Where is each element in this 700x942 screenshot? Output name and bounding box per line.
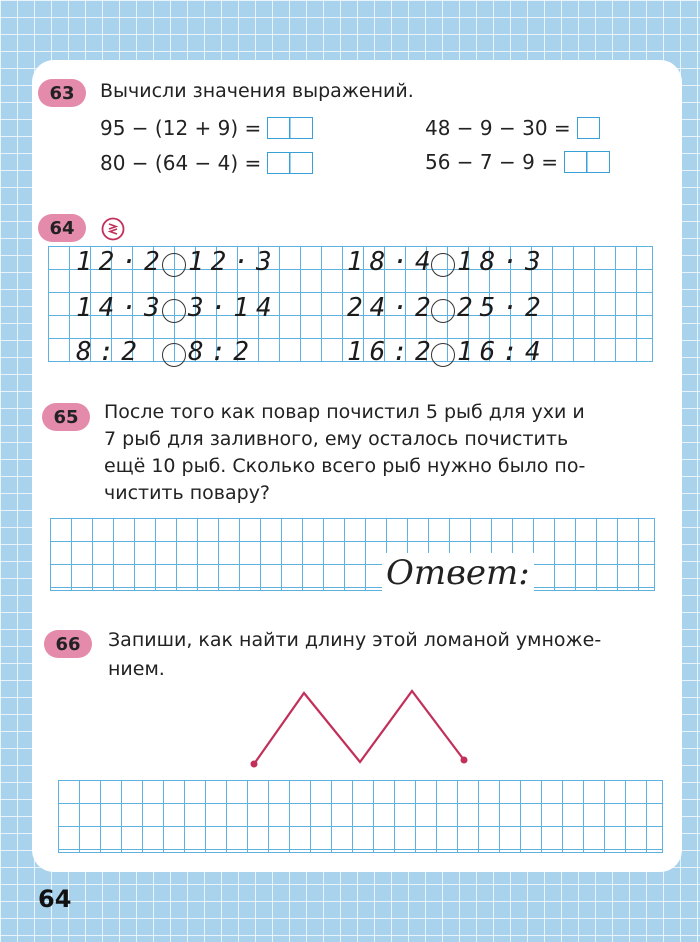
left-expression-b: 8:2	[188, 337, 256, 367]
exercise-63-instruction: Вычисли значения выражений.	[100, 80, 414, 102]
exercise-65-line-2: 7 рыб для заливного, ему осталось почистить	[104, 428, 569, 450]
answer-box[interactable]	[564, 151, 610, 173]
compare-icon	[101, 217, 125, 241]
right-expression-b: 25·2	[457, 293, 548, 323]
right-expression-a: 16:2	[347, 337, 438, 367]
right-expression-b: 16:4	[457, 337, 548, 367]
exercise-66-line-1: Запиши, как найти длину этой ломаной умноже-	[108, 629, 602, 651]
exercise-66-line-2: нием.	[108, 658, 165, 680]
left-expression-a: 14·3	[76, 293, 167, 323]
right-expression-a: 24·2	[347, 293, 438, 323]
expression-4	[425, 150, 610, 174]
exercise-66-badge: 66	[44, 630, 92, 658]
expression-3-text: 48 − 9 − 30 =	[425, 116, 571, 140]
right-expression-b: 18·3	[457, 247, 548, 277]
left-expression-b: 3·14	[188, 293, 279, 323]
polyline-figure	[240, 682, 480, 777]
answer-box[interactable]	[267, 117, 313, 139]
right-expression-a: 18·4	[347, 247, 438, 277]
exercise-64-badge: 64	[38, 214, 86, 242]
expression-1	[100, 116, 313, 140]
polyline-start-point	[251, 761, 258, 768]
compare-circle[interactable]	[431, 299, 455, 323]
exercise-65-solution-grid[interactable]	[50, 518, 655, 591]
exercise-66-solution-grid[interactable]	[58, 780, 663, 853]
expression-2	[100, 151, 313, 175]
left-expression-a: 12·2	[76, 247, 167, 277]
expression-2-text: 80 − (64 − 4) =	[100, 151, 262, 175]
exercise-65-badge: 65	[42, 403, 90, 431]
page-number: 64	[38, 885, 72, 913]
exercise-63-badge: 63	[38, 79, 86, 107]
exercise-65-line-4: чистить повару?	[104, 482, 271, 504]
compare-circle[interactable]	[162, 343, 186, 367]
expression-4-text: 56 − 7 − 9 =	[425, 150, 558, 174]
expression-3	[425, 116, 600, 140]
exercise-65-line-3: ещё 10 рыб. Сколько всего рыб нужно было по-	[104, 455, 586, 477]
answer-box[interactable]	[577, 117, 600, 139]
left-expression-b: 12·3	[188, 247, 279, 277]
compare-circle[interactable]	[431, 343, 455, 367]
compare-circle[interactable]	[431, 253, 455, 277]
expression-1-text: 95 − (12 + 9) =	[100, 116, 262, 140]
exercise-65-line-1: После того как повар почистил 5 рыб для ухи и	[104, 401, 585, 423]
polyline	[254, 691, 464, 764]
compare-circle[interactable]	[162, 299, 186, 323]
answer-box[interactable]	[267, 152, 313, 174]
answer-label: Ответ:	[382, 553, 534, 593]
compare-circle[interactable]	[162, 253, 186, 277]
left-expression-a: 8:2	[76, 337, 144, 367]
polyline-end-point	[461, 757, 468, 764]
